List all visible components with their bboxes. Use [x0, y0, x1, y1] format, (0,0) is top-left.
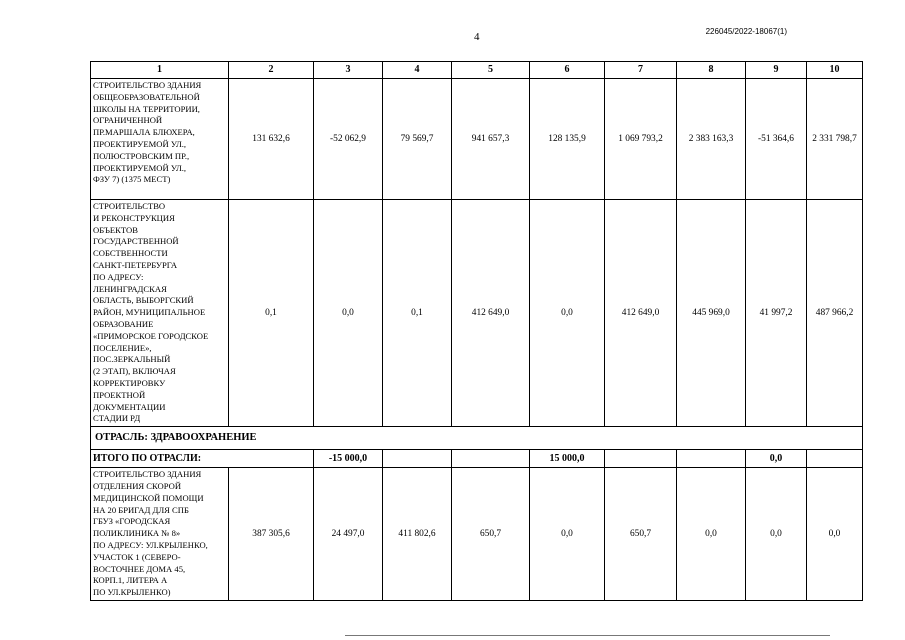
- total-cell: [383, 450, 452, 468]
- document-id: 226045/2022-18067(1): [705, 27, 787, 36]
- cell: 0,0: [530, 468, 605, 601]
- total-row: [91, 450, 863, 468]
- total-cell: [452, 450, 530, 468]
- total-cell: 0,0: [746, 450, 807, 468]
- col-header-6: 6: [530, 62, 605, 79]
- cell: 24 497,0: [314, 468, 383, 601]
- cell: -52 062,9: [314, 79, 383, 200]
- cell: 650,7: [452, 468, 530, 601]
- col-header-10: 10: [807, 62, 863, 79]
- cell: 650,7: [605, 468, 677, 601]
- cell: -51 364,6: [746, 79, 807, 200]
- cell: 0,1: [383, 200, 452, 427]
- total-cell: 15 000,0: [530, 450, 605, 468]
- col-header-1: 1: [91, 62, 229, 79]
- col-header-4: 4: [383, 62, 452, 79]
- cell: 2 383 163,3: [677, 79, 746, 200]
- page-number: 4: [474, 31, 480, 43]
- cell: 0,0: [677, 468, 746, 601]
- budget-table: [90, 61, 863, 601]
- cell: 0,0: [530, 200, 605, 427]
- total-cell: -15 000,0: [314, 450, 383, 468]
- cell: 0,0: [314, 200, 383, 427]
- cell: 0,0: [807, 468, 863, 601]
- table-row: [91, 200, 863, 427]
- col-header-3: 3: [314, 62, 383, 79]
- row-description: СТРОИТЕЛЬСТВО ЗДАНИЯ ОТДЕЛЕНИЯ СКОРОЙ МЕДИЦИНСКОЙ ПОМОЩИ НА 20 БРИГАД ДЛЯ СПБ ГБУЗ «ГОРОДСКАЯ ПОЛИКЛИНИКА № 8» ПО АДРЕСУ: УЛ.КРЫЛЕНКО, УЧАСТОК 1 (СЕВЕРО- ВОСТОЧНЕЕ ДОМА 45, КОРП.1, ЛИТЕРА А ПО УЛ.КРЫЛЕНКО): [91, 468, 229, 601]
- cell: 0,1: [229, 200, 314, 427]
- scan-edge-line: [345, 635, 830, 636]
- section-title: ОТРАСЛЬ: ЗДРАВООХРАНЕНИЕ: [91, 427, 863, 450]
- row-description: СТРОИТЕЛЬСТВО ЗДАНИЯ ОБЩЕОБРАЗОВАТЕЛЬНОЙ ШКОЛЫ НА ТЕРРИТОРИИ, ОГРАНИЧЕННОЙ ПР.МАРШАЛА БЛЮХЕРА, ПРОЕКТИРУЕМОЙ УЛ., ПОЛЮСТРОВСКИМ ПР., ПРОЕКТИРУЕМОЙ УЛ., ФЗУ 7) (1375 МЕСТ): [91, 79, 229, 200]
- total-cell: [807, 450, 863, 468]
- cell: 487 966,2: [807, 200, 863, 427]
- row-description: СТРОИТЕЛЬСТВО И РЕКОНСТРУКЦИЯ ОБЪЕКТОВ ГОСУДАРСТВЕННОЙ СОБСТВЕННОСТИ САНКТ-ПЕТЕРБУРГА ПО АДРЕСУ: ЛЕНИНГРАДСКАЯ ОБЛАСТЬ, ВЫБОРГСКИЙ РАЙОН, МУНИЦИПАЛЬНОЕ ОБРАЗОВАНИЕ «ПРИМОРСКОЕ ГОРОДСКОЕ ПОСЕЛЕНИЕ», ПОС.ЗЕРКАЛЬНЫЙ (2 ЭТАП), ВКЛЮЧАЯ КОРРЕКТИРОВКУ ПРОЕКТНОЙ ДОКУМЕНТАЦИИ СТАДИИ РД: [91, 200, 229, 427]
- cell: 2 331 798,7: [807, 79, 863, 200]
- cell: 387 305,6: [229, 468, 314, 601]
- header-row: [91, 62, 863, 79]
- cell: 941 657,3: [452, 79, 530, 200]
- cell: 411 802,6: [383, 468, 452, 601]
- col-header-5: 5: [452, 62, 530, 79]
- cell: 1 069 793,2: [605, 79, 677, 200]
- cell: 41 997,2: [746, 200, 807, 427]
- cell: 0,0: [746, 468, 807, 601]
- cell: 412 649,0: [605, 200, 677, 427]
- total-label: ИТОГО ПО ОТРАСЛИ:: [91, 450, 314, 468]
- col-header-9: 9: [746, 62, 807, 79]
- cell: 128 135,9: [530, 79, 605, 200]
- cell: 131 632,6: [229, 79, 314, 200]
- cell: 445 969,0: [677, 200, 746, 427]
- table-row: [91, 79, 863, 200]
- col-header-7: 7: [605, 62, 677, 79]
- table-row: [91, 468, 863, 601]
- section-row: [91, 427, 863, 450]
- total-cell: [605, 450, 677, 468]
- cell: 79 569,7: [383, 79, 452, 200]
- col-header-8: 8: [677, 62, 746, 79]
- col-header-2: 2: [229, 62, 314, 79]
- cell: 412 649,0: [452, 200, 530, 427]
- total-cell: [677, 450, 746, 468]
